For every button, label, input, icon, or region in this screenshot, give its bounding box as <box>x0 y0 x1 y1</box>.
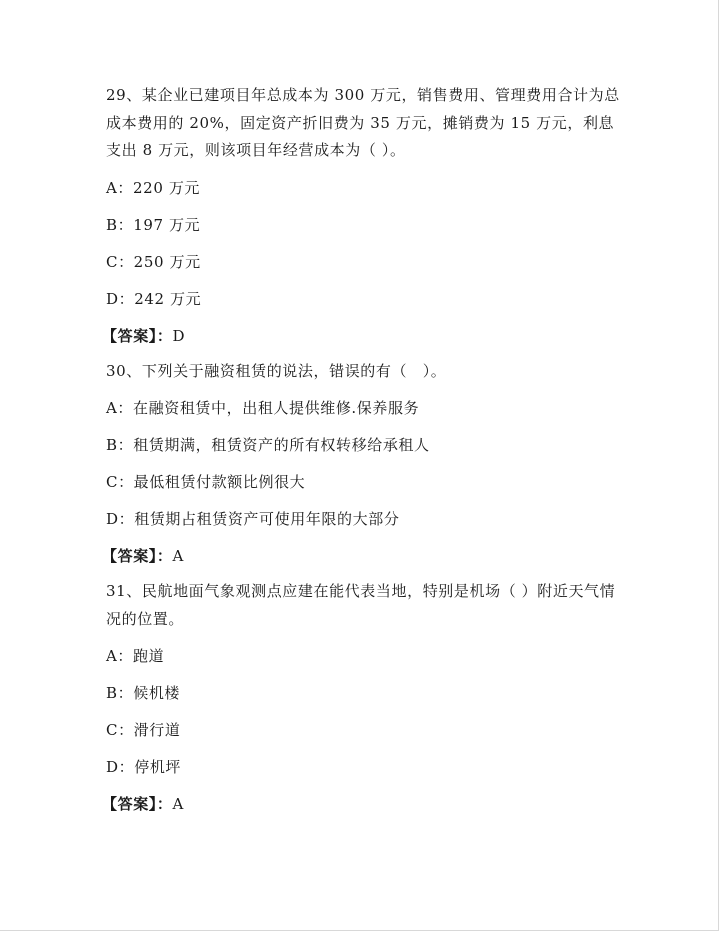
answer-label: 【答案】： <box>102 326 173 345</box>
question-stem: 31、民航地面气象观测点应建在能代表当地，特别是机场（ ）附近天气情况的位置。 <box>106 582 616 628</box>
question-31 <box>102 578 622 818</box>
answer-label: 【答案】： <box>102 795 173 813</box>
option-a: A：跑道 <box>106 647 165 665</box>
option-c: C：滑行道 <box>106 721 181 739</box>
question-30 <box>102 358 622 571</box>
option-b: B：197 万元 <box>106 215 201 234</box>
option-b: B：候机楼 <box>106 684 181 702</box>
option-a: A：在融资租赁中，出租人提供维修.保养服务 <box>106 399 420 417</box>
option-d: D：租赁期占租赁资产可使用年限的大部分 <box>106 510 400 528</box>
answer-line <box>102 543 622 570</box>
answer-line <box>102 791 622 818</box>
question-stem: 29、某企业已建项目年总成本为 300 万元，销售费用、管理费用合计为总成本费用的 20%，固定资产折旧费为 35 万元，摊销费为 15 万元，利息支出 8 万元，则该项目年经营成本为（ ）。 <box>106 86 620 159</box>
question-29 <box>102 82 622 350</box>
answer-label: 【答案】： <box>102 547 173 565</box>
option-d: D：停机坪 <box>106 758 182 776</box>
option-c: C：250 万元 <box>106 252 201 271</box>
question-stem: 30、下列关于融资租赁的说法，错误的有（ ）。 <box>106 361 447 380</box>
option-a: A：220 万元 <box>106 178 201 197</box>
option-c: C：最低租赁付款额比例很大 <box>106 473 306 491</box>
document-content <box>102 82 622 826</box>
answer-value: A <box>172 547 184 565</box>
answer-line <box>102 323 622 350</box>
answer-value: A <box>172 795 184 813</box>
option-d: D：242 万元 <box>106 289 202 308</box>
option-b: B：租赁期满，租赁资产的所有权转移给承租人 <box>106 436 430 454</box>
answer-value: D <box>172 326 186 345</box>
